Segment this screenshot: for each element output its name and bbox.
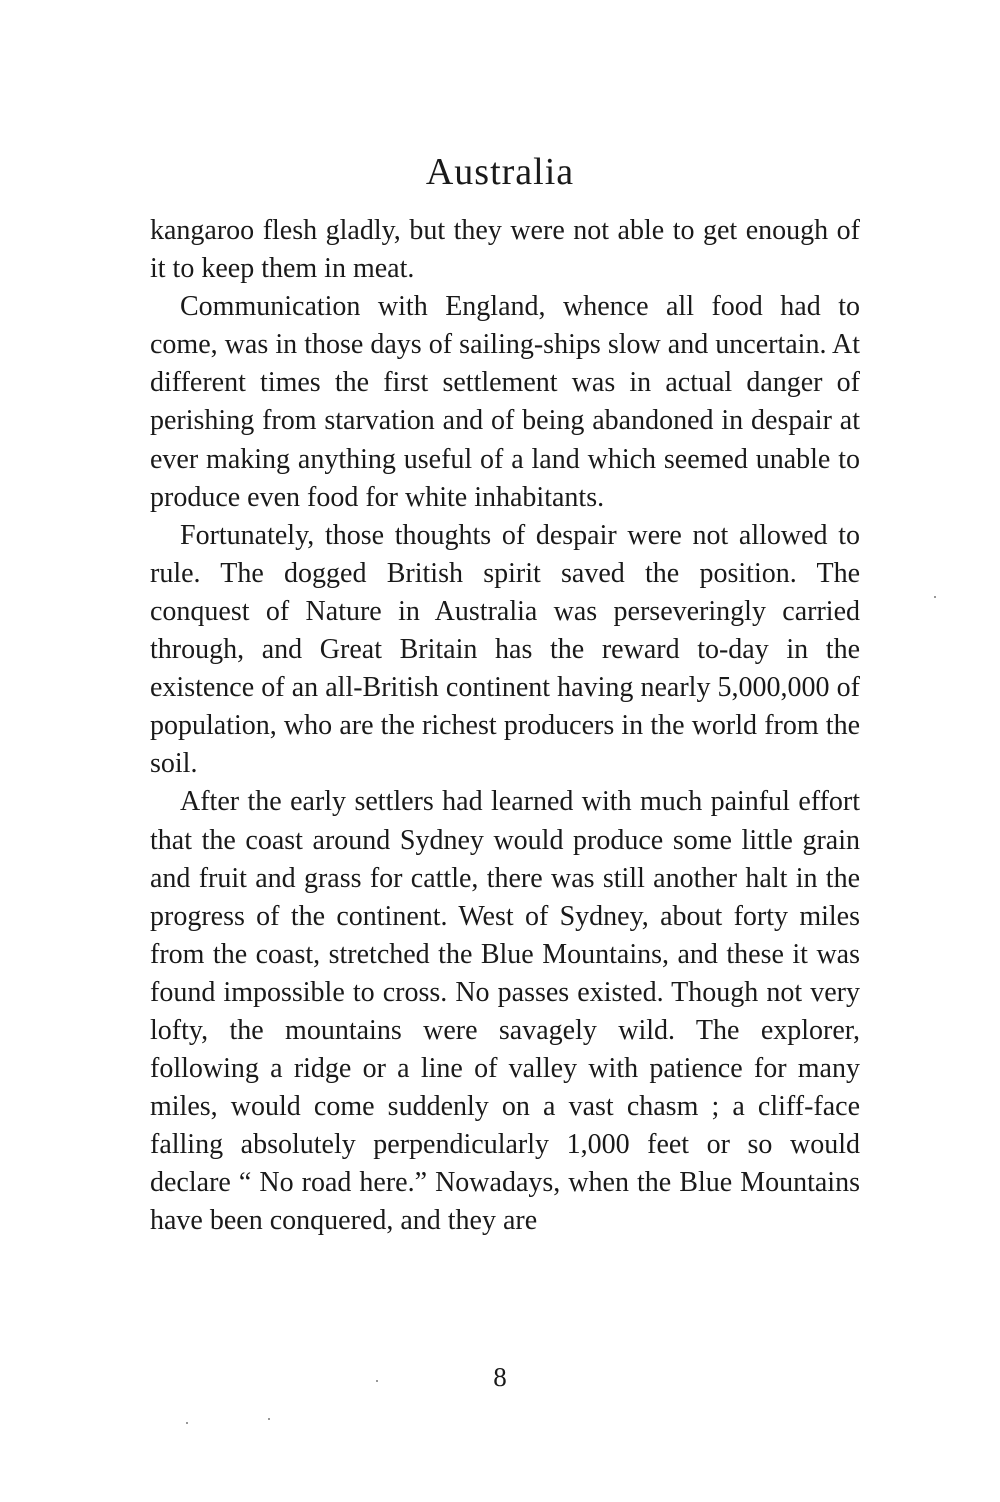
- page-number: 8: [493, 1362, 507, 1392]
- paper-speck: [186, 1422, 188, 1424]
- paragraph: Communication with England, whence all food had to come, was in those days of sailing-ships slow and uncertain. At different times the first settlement was in actual danger of perishing from starvation and of being abandoned in despair at ever making anything useful of a land which seemed unable to produce even food for white inhabitants.: [150, 291, 860, 513]
- paper-speck: [268, 1418, 270, 1420]
- paragraph: kangaroo flesh gladly, but they were not able to get enough of it to keep them in meat.: [150, 215, 860, 285]
- paragraph: Fortunately, those thoughts of despair were not allowed to rule. The dogged British spirit saved the position. The conquest of Nature in Australia was perseveringly carried through, and Great Britain has the reward to-day in the existence of an all-British continent having nearly 5,000,000 of population, who are the richest producers in the world from the soil.: [150, 519, 860, 780]
- paragraph: After the early settlers had learned with much painful effort that the coast around Sydney would produce some little grain and fruit and grass for cattle, there was still another halt in the progress of the continent. West of Sydney, about forty miles from the coast, stretched the Blue Mountains, and these it was found impossible to cross. No passes existed. Though not very lofty, the mountains were savagely wild. The explorer, following a ridge or a line of valley with patience for many miles, would come suddenly on a vast chasm ; a cliff-face falling absolutely perpendicularly 1,000 feet or so would declare “ No road here.” Nowadays, when the Blue Mountains have been conquered, and they are: [150, 786, 860, 1237]
- paper-speck: [376, 1380, 378, 1382]
- running-head: Australia: [425, 151, 575, 193]
- paper-speck: [934, 596, 936, 598]
- body-text: [150, 212, 860, 1241]
